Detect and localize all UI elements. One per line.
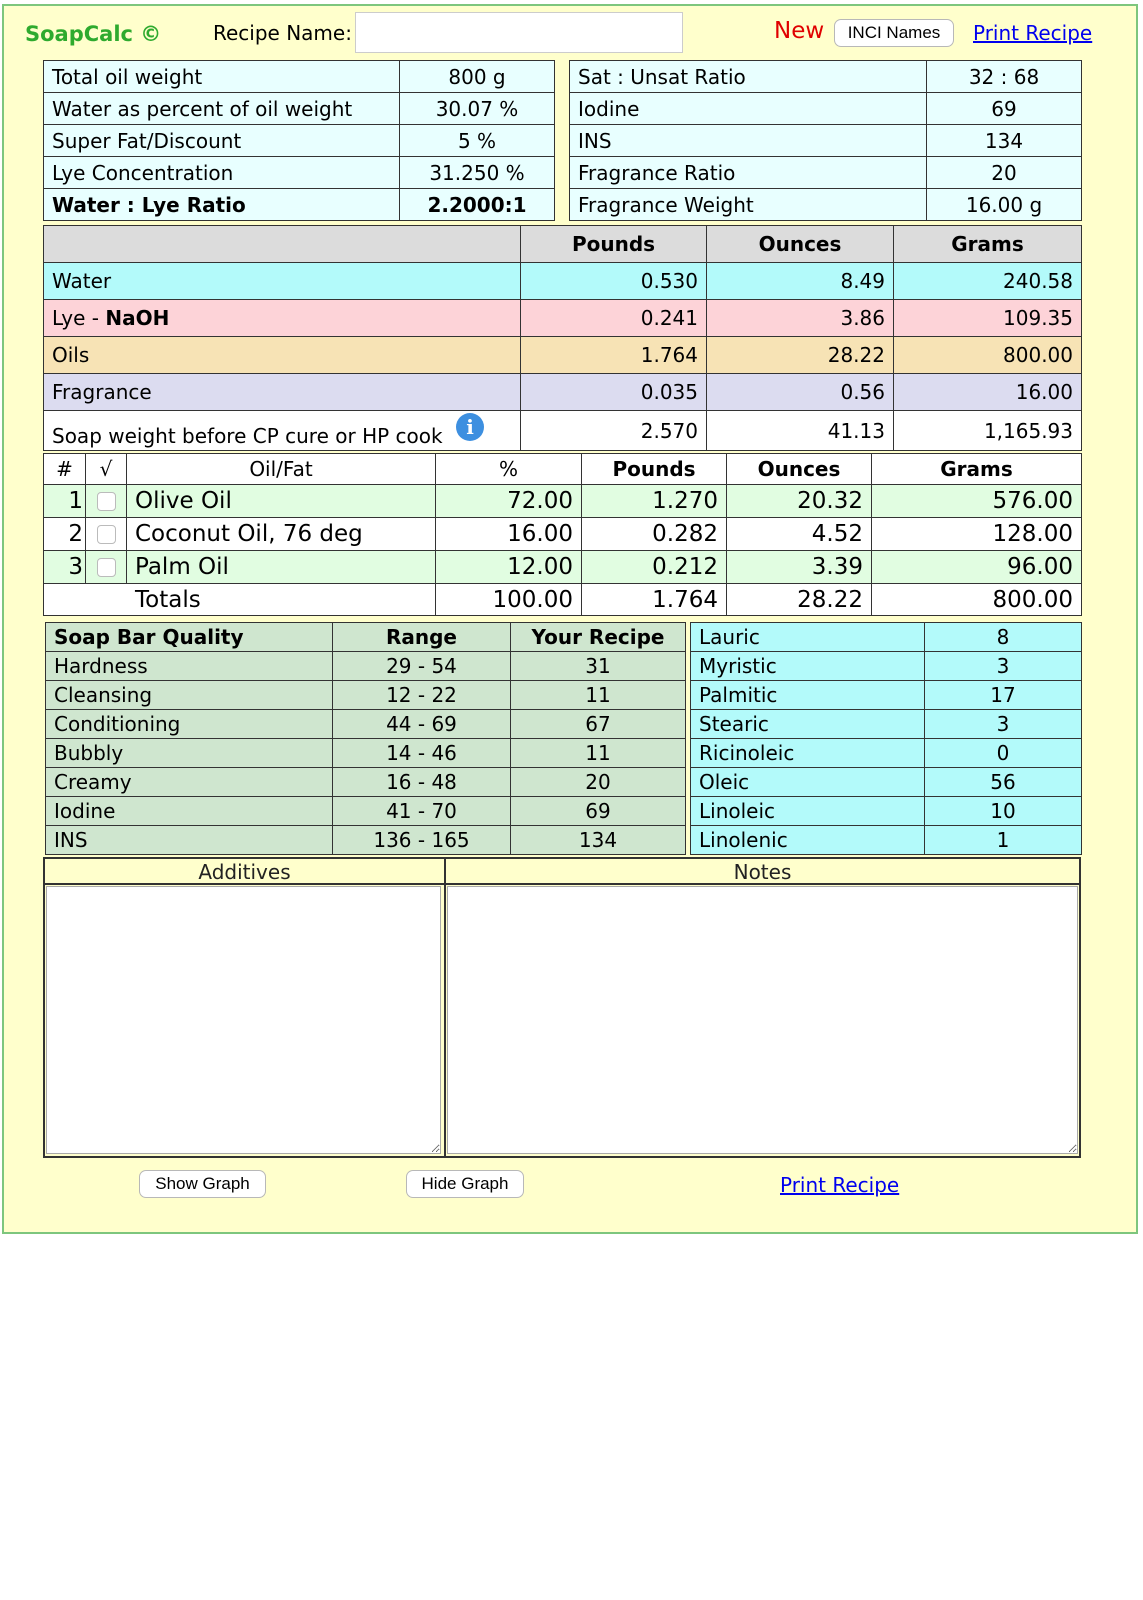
oil-name[interactable]: Palm Oil <box>127 551 436 584</box>
quality-row <box>46 652 686 681</box>
oils-row <box>44 337 1082 374</box>
oils-table <box>43 453 1082 616</box>
quality-value: 134 <box>511 826 686 855</box>
ounces-value: 28.22 <box>707 337 894 374</box>
oil-name[interactable]: Olive Oil <box>127 485 436 518</box>
ounces-value: 0.56 <box>707 374 894 411</box>
fatty-acid-value: 10 <box>925 797 1082 826</box>
additives-textarea[interactable] <box>46 886 441 1154</box>
oil-pounds: 0.212 <box>582 551 727 584</box>
quality-range: 29 - 54 <box>333 652 511 681</box>
oil-ounces: 20.32 <box>727 485 872 518</box>
oil-grams: 128.00 <box>872 518 1082 551</box>
stat-value: 32 : 68 <box>927 61 1082 93</box>
totals-label: Totals <box>44 584 436 616</box>
totals-grams: 800.00 <box>872 584 1082 616</box>
additives-label: Additives <box>198 860 291 884</box>
notes-textarea[interactable] <box>447 886 1078 1154</box>
print-recipe-link-top[interactable]: Print Recipe <box>973 21 1093 45</box>
quality-name: INS <box>46 826 333 855</box>
oil-checkbox[interactable] <box>97 492 116 511</box>
header-oil-fat: Oil/Fat <box>127 454 436 485</box>
fatty-acid-value: 3 <box>925 710 1082 739</box>
fatty-acid-value: 1 <box>925 826 1082 855</box>
oil-number: 2 <box>44 518 86 551</box>
row-label: Fragrance <box>44 374 521 411</box>
soap-weight-row <box>44 411 1082 451</box>
quality-name: Cleansing <box>46 681 333 710</box>
quality-value: 31 <box>511 652 686 681</box>
ounces-value: 8.49 <box>707 263 894 300</box>
oil-grams: 576.00 <box>872 485 1082 518</box>
show-graph-button[interactable]: Show Graph <box>139 1170 266 1198</box>
row-label <box>44 300 521 337</box>
fatty-acid-row <box>691 768 1082 797</box>
fatty-acid-row <box>691 710 1082 739</box>
header-check: √ <box>86 454 127 485</box>
oil-percent[interactable]: 12.00 <box>436 551 582 584</box>
oil-row <box>44 551 1082 584</box>
stat-value: 134 <box>927 125 1082 157</box>
oil-checkbox-cell <box>86 485 127 518</box>
row-label: Oils <box>44 337 521 374</box>
fatty-acid-row <box>691 681 1082 710</box>
fatty-acid-name: Ricinoleic <box>691 739 925 768</box>
stat-label: Sat : Unsat Ratio <box>570 61 927 93</box>
grams-value: 109.35 <box>894 300 1082 337</box>
soap-bar-quality-table <box>45 622 686 855</box>
oil-name[interactable]: Coconut Oil, 76 deg <box>127 518 436 551</box>
pounds-value: 0.530 <box>521 263 707 300</box>
fatty-acid-name: Linoleic <box>691 797 925 826</box>
settings-table-right <box>569 60 1082 221</box>
quality-row <box>46 681 686 710</box>
oil-percent[interactable]: 72.00 <box>436 485 582 518</box>
quality-value: 20 <box>511 768 686 797</box>
pounds-value: 0.035 <box>521 374 707 411</box>
oil-checkbox[interactable] <box>97 525 116 544</box>
quality-row <box>46 739 686 768</box>
fatty-acid-name: Palmitic <box>691 681 925 710</box>
quality-range: 44 - 69 <box>333 710 511 739</box>
setting-label: Lye Concentration <box>44 157 400 189</box>
quality-name: Bubbly <box>46 739 333 768</box>
header-grams: Grams <box>894 226 1082 263</box>
setting-value[interactable]: 31.250 % <box>400 157 555 189</box>
oil-pounds: 0.282 <box>582 518 727 551</box>
stat-value: 20 <box>927 157 1082 189</box>
fatty-acid-value: 8 <box>925 623 1082 652</box>
fatty-acid-name: Linolenic <box>691 826 925 855</box>
fatty-acid-value: 0 <box>925 739 1082 768</box>
quality-range: 136 - 165 <box>333 826 511 855</box>
oil-ounces: 4.52 <box>727 518 872 551</box>
setting-label: Super Fat/Discount <box>44 125 400 157</box>
setting-value[interactable]: 5 % <box>400 125 555 157</box>
quality-name: Iodine <box>46 797 333 826</box>
fatty-acid-row <box>691 826 1082 855</box>
row-label <box>44 411 521 451</box>
oil-ounces: 3.39 <box>727 551 872 584</box>
inci-names-button[interactable]: INCI Names <box>834 19 954 47</box>
quality-range: 41 - 70 <box>333 797 511 826</box>
header-ounces: Ounces <box>707 226 894 263</box>
quality-name: Conditioning <box>46 710 333 739</box>
quality-value: 11 <box>511 739 686 768</box>
header-num: # <box>44 454 86 485</box>
fatty-acid-row <box>691 739 1082 768</box>
fatty-acid-row <box>691 623 1082 652</box>
oil-pounds: 1.270 <box>582 485 727 518</box>
quality-range: 16 - 48 <box>333 768 511 797</box>
fatty-acid-value: 3 <box>925 652 1082 681</box>
setting-label: Total oil weight <box>44 61 400 93</box>
grams-value: 800.00 <box>894 337 1082 374</box>
weights-header-blank <box>44 226 521 263</box>
ounces-value: 41.13 <box>707 411 894 451</box>
lye-label: Lye - <box>52 306 106 330</box>
fatty-acid-row <box>691 652 1082 681</box>
quality-value: 11 <box>511 681 686 710</box>
info-icon[interactable]: i <box>456 413 484 441</box>
header-range: Range <box>333 623 511 652</box>
recipe-name-label: Recipe Name: <box>213 21 352 45</box>
oil-number: 1 <box>44 485 86 518</box>
header-pounds: Pounds <box>582 454 727 485</box>
totals-pounds: 1.764 <box>582 584 727 616</box>
fatty-acid-table <box>690 622 1082 855</box>
oil-row <box>44 518 1082 551</box>
weights-table <box>43 225 1082 451</box>
header-pounds: Pounds <box>521 226 707 263</box>
quality-value: 69 <box>511 797 686 826</box>
quality-value: 67 <box>511 710 686 739</box>
quality-row <box>46 826 686 855</box>
quality-name: Creamy <box>46 768 333 797</box>
stat-value: 69 <box>927 93 1082 125</box>
header-quality: Soap Bar Quality <box>46 623 333 652</box>
soap-weight-label: Soap weight before CP cure or HP cook <box>52 424 443 448</box>
fatty-acid-name: Lauric <box>691 623 925 652</box>
water-row <box>44 263 1082 300</box>
pounds-value: 1.764 <box>521 337 707 374</box>
stat-label: Iodine <box>570 93 927 125</box>
totals-ounces: 28.22 <box>727 584 872 616</box>
fatty-acid-row <box>691 797 1082 826</box>
stat-value: 16.00 g <box>927 189 1082 221</box>
recipe-name-input[interactable] <box>355 12 683 53</box>
oil-checkbox[interactable] <box>97 558 116 577</box>
oil-percent[interactable]: 16.00 <box>436 518 582 551</box>
fragrance-row <box>44 374 1082 411</box>
totals-row <box>44 584 1082 616</box>
lye-type: NaOH <box>105 306 170 330</box>
setting-label: Water : Lye Ratio <box>44 189 400 221</box>
setting-label: Water as percent of oil weight <box>44 93 400 125</box>
setting-value[interactable]: 2.2000:1 <box>400 189 555 221</box>
oil-number: 3 <box>44 551 86 584</box>
pounds-value: 0.241 <box>521 300 707 337</box>
oil-grams: 96.00 <box>872 551 1082 584</box>
header-ounces: Ounces <box>727 454 872 485</box>
app-title: SoapCalc © <box>25 22 162 46</box>
grams-value: 240.58 <box>894 263 1082 300</box>
grams-value: 16.00 <box>894 374 1082 411</box>
quality-range: 12 - 22 <box>333 681 511 710</box>
notes-label: Notes <box>733 860 792 884</box>
row-label: Water <box>44 263 521 300</box>
fatty-acid-name: Oleic <box>691 768 925 797</box>
quality-name: Hardness <box>46 652 333 681</box>
settings-table-left <box>43 60 555 221</box>
lye-row <box>44 300 1082 337</box>
oil-checkbox-cell <box>86 551 127 584</box>
new-recipe-link[interactable]: New <box>774 18 825 44</box>
stat-label: Fragrance Ratio <box>570 157 927 189</box>
oil-checkbox-cell <box>86 518 127 551</box>
quality-row <box>46 768 686 797</box>
header-your-recipe: Your Recipe <box>511 623 686 652</box>
fatty-acid-name: Myristic <box>691 652 925 681</box>
fatty-acid-name: Stearic <box>691 710 925 739</box>
setting-value[interactable]: 800 g <box>400 61 555 93</box>
ounces-value: 3.86 <box>707 300 894 337</box>
fatty-acid-value: 17 <box>925 681 1082 710</box>
header-grams: Grams <box>872 454 1082 485</box>
header-percent: % <box>436 454 582 485</box>
grams-value: 1,165.93 <box>894 411 1082 451</box>
oil-row <box>44 485 1082 518</box>
divider <box>444 857 446 1158</box>
hide-graph-button[interactable]: Hide Graph <box>406 1170 524 1198</box>
quality-row <box>46 797 686 826</box>
setting-value[interactable]: 30.07 % <box>400 93 555 125</box>
fatty-acid-value: 56 <box>925 768 1082 797</box>
quality-row <box>46 710 686 739</box>
quality-range: 14 - 46 <box>333 739 511 768</box>
stat-label: INS <box>570 125 927 157</box>
stat-label: Fragrance Weight <box>570 189 927 221</box>
totals-percent: 100.00 <box>436 584 582 616</box>
print-recipe-link-bottom[interactable]: Print Recipe <box>780 1173 900 1197</box>
pounds-value: 2.570 <box>521 411 707 451</box>
